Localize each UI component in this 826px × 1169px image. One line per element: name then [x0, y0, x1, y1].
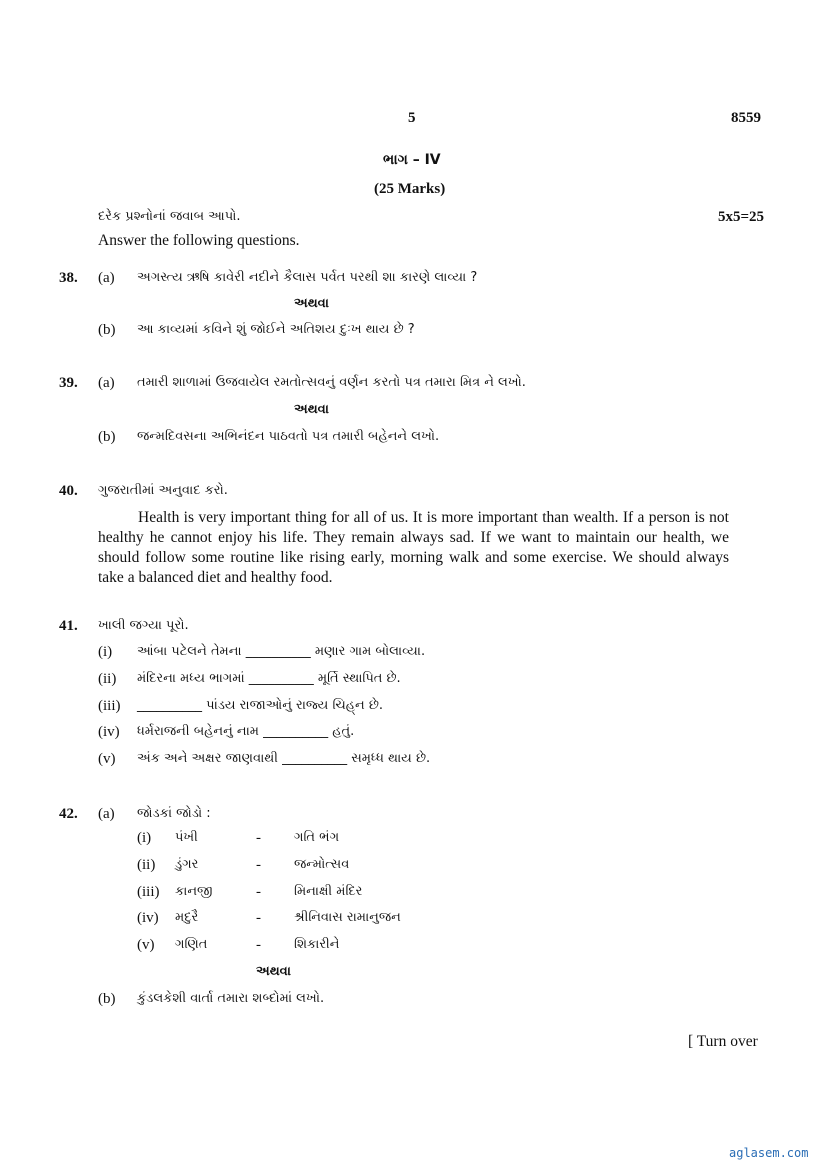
- pair-left: કાનજી: [175, 884, 213, 899]
- q41-text: ખાલી જગ્યા પૂરો.: [98, 618, 189, 633]
- q39-a-label: (a): [98, 375, 115, 391]
- q40-passage: Health is very important thing for all of us. It is more important than wealth. If a person is not healthy he cannot enjoy his life. They remain always sad. If we want to maintain our health, we should follow some routine like rising early, morning walk and some exercise. We should always take a balanced diet and healthy food.: [98, 509, 729, 586]
- q42-b-label: (b): [98, 991, 116, 1007]
- q39-b-text: જન્મદિવસના અભિનંદન પાઠવતો પત્ર તમારી બહેનને લખો.: [137, 429, 440, 444]
- q38-b-label: (b): [98, 322, 116, 338]
- q42-a-label: (a): [98, 806, 115, 822]
- q38-b-text: આ કાવ્યમાં કવિને શું જોઈને અતિશય દુઃખ થાય છે ?: [137, 322, 415, 337]
- pair-right: ગતિ ભંગ: [294, 830, 340, 845]
- pair-right: શિકારીને: [294, 937, 340, 952]
- q39-b-label: (b): [98, 429, 116, 445]
- pair-label: (iii): [137, 884, 160, 900]
- q41-item-label: (i): [98, 644, 113, 660]
- paper-code: 8559: [731, 110, 761, 126]
- turn-over: [ Turn over: [688, 1033, 758, 1050]
- q41-item-label: (iii): [98, 698, 121, 714]
- section-marks: (25 Marks): [374, 181, 446, 197]
- pair-label: (iv): [137, 910, 159, 926]
- q39-a-text: તમારી શાળામાં ઉજવાયેલ રમતોત્સવનું વર્ણન કરતો પત્ર તમારા મિત્ર ને લખો.: [137, 375, 526, 390]
- q41-item-label: (ii): [98, 671, 117, 687]
- pair-label: (v): [137, 937, 155, 953]
- pair-left: મદુરૈ: [175, 910, 199, 925]
- q38-a-text: અગસ્ત્ય ઋષિ કાવેરી નદીને કૈલાસ પર્વત પરથી શા કારણે લાવ્યા ?: [137, 270, 478, 285]
- q39-or: અથવા: [294, 402, 329, 417]
- q41-item-text: અંક અને અક્ષર જાણવાથી __________ સમૃધ્ધ થાય છે.: [137, 751, 431, 766]
- q40-text: ગુજરાતીમાં અનુવાદ કરો.: [98, 483, 228, 498]
- pair-label: (ii): [137, 857, 156, 873]
- q41-item-text: __________ પાંડય રાજાઓનું રાજ્ય ચિહ્‌ન છે.: [137, 698, 384, 713]
- pair-label: (i): [137, 830, 152, 846]
- q42-b-text: કુંડલકેશી વાર્તા તમારા શબ્દોમાં લખો.: [137, 991, 325, 1006]
- question-number-40: 40.: [59, 483, 78, 499]
- watermark: aglasem.com: [729, 1146, 809, 1160]
- q41-item-label: (iv): [98, 724, 120, 740]
- pair-dash: -: [256, 937, 261, 953]
- pair-dash: -: [256, 910, 261, 926]
- pair-right: જન્મોત્સવ: [294, 857, 350, 872]
- marks-scheme: 5x5=25: [718, 209, 765, 225]
- instruction-english: Answer the following questions.: [98, 232, 300, 249]
- q38-or: અથવા: [294, 296, 329, 311]
- page-number: 5: [408, 110, 416, 126]
- q41-item-text: આંબા પટેલને તેમના __________ મણાર ગામ બોલાવ્યા.: [137, 644, 426, 659]
- q42-or: અથવા: [256, 964, 291, 979]
- question-number-38: 38.: [59, 270, 78, 286]
- pair-right: મિનાક્ષી મંદિર: [294, 884, 363, 899]
- pair-right: શ્રીનિવાસ રામાનુજન: [294, 910, 401, 925]
- q41-item-label: (v): [98, 751, 116, 767]
- q38-a-label: (a): [98, 270, 115, 286]
- pair-dash: -: [256, 830, 261, 846]
- instruction-gujarati: દરેક પ્રશ્નોનાં જવાબ આપો.: [98, 209, 241, 224]
- section-title: ભાગ – IV: [383, 152, 441, 168]
- q42-a-text: જોડકાં જોડો :: [137, 806, 211, 821]
- pair-left: ડુંગર: [175, 857, 199, 872]
- pair-left: પંખી: [175, 830, 198, 845]
- question-number-39: 39.: [59, 375, 78, 391]
- question-number-41: 41.: [59, 618, 78, 634]
- pair-left: ગણિત: [175, 937, 208, 952]
- pair-dash: -: [256, 884, 261, 900]
- q41-item-text: મંદિરના મધ્ય ભાગમાં __________ મૂર્તિ સ્થાપિત છે.: [137, 671, 401, 686]
- question-number-42: 42.: [59, 806, 78, 822]
- q41-item-text: ધર્મરાજની બહેનનું નામ __________ હતું.: [137, 724, 355, 739]
- pair-dash: -: [256, 857, 261, 873]
